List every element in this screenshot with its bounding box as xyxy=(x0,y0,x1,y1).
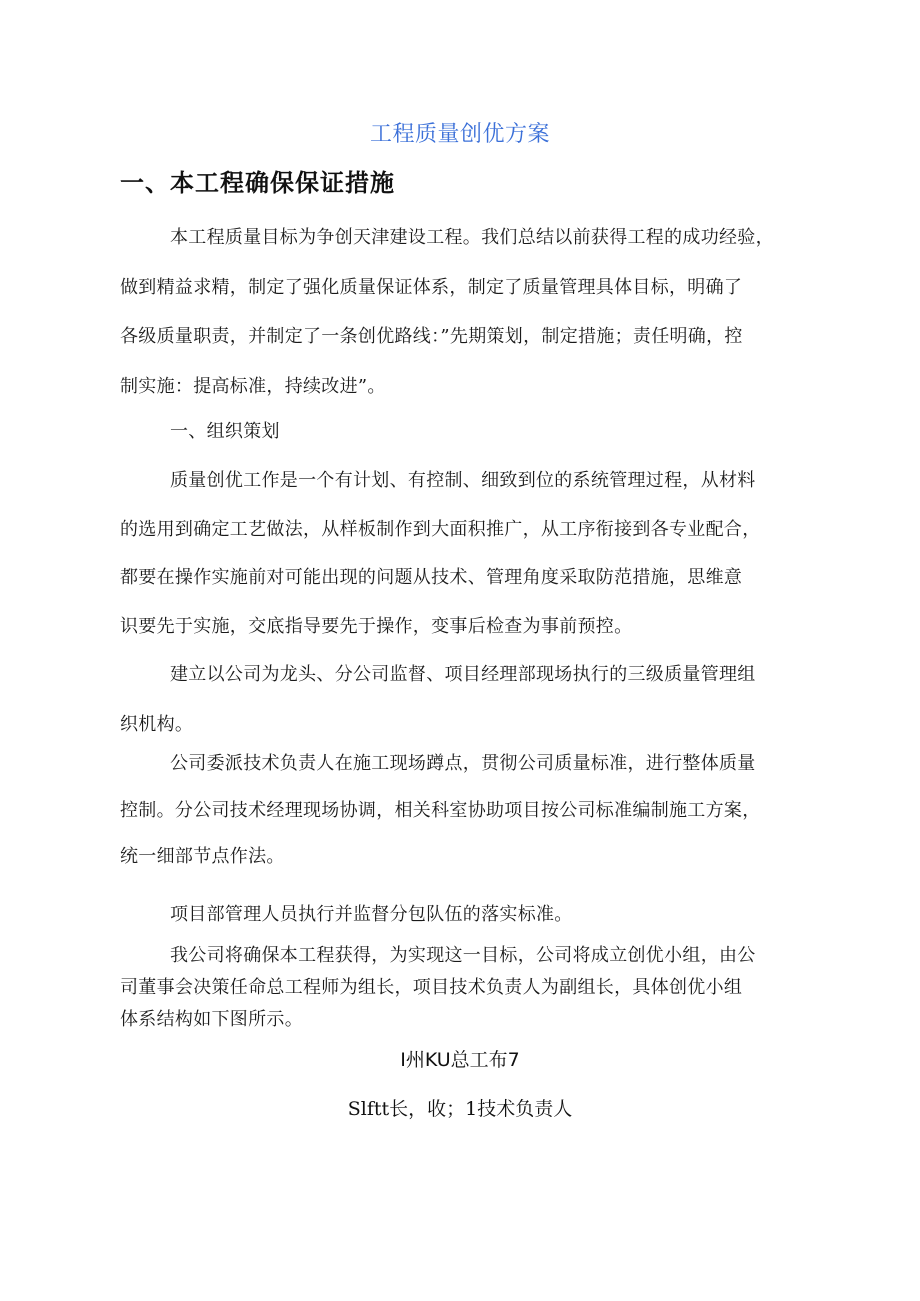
paragraph-quality-target xyxy=(120,213,820,411)
document-title: 工程质量创优方案 xyxy=(369,122,550,147)
paragraph-line: 体系结构如下图所示。 xyxy=(120,1009,303,1030)
paragraph-quality-work xyxy=(120,457,820,651)
paragraph-line: 制实施：提高标准，持续改进”。 xyxy=(120,375,386,397)
org-chart-label-chief-engineer: I州KU总工布7 xyxy=(400,1049,520,1071)
paragraph-quality-team xyxy=(120,940,820,1036)
paragraph-line: 司董事会决策任命总工程师为组长，项目技术负责人为副组长，具体创优小组 xyxy=(120,977,743,998)
paragraph-line: 一、组织策划 xyxy=(170,421,280,442)
paragraph-technical-lead xyxy=(120,741,820,881)
paragraph-line: 公司委派技术负责人在施工现场蹲点，贯彻公司质量标准，进行整体质量 xyxy=(170,753,756,774)
paragraph-line: 控制。分公司技术经理现场协调，相关科室协助项目按公司标准编制施工方案， xyxy=(120,799,761,821)
org-chart-label-technical-lead: Slftt长，收；1技术负责人 xyxy=(347,1098,573,1120)
paragraph-three-level-organization xyxy=(120,650,820,750)
paragraph-line: 本工程质量目标为争创天津建设工程。我们总结以前获得工程的成功经验， xyxy=(170,227,774,248)
paragraph-line: 做到精益求精，制定了强化质量保证体系，制定了质量管理具体目标，明确了 xyxy=(120,276,743,298)
paragraph-line: 质量创优工作是一个有计划、有控制、细致到位的系统管理过程，从材料 xyxy=(170,470,756,491)
paragraph-line: 织机构。 xyxy=(120,714,194,735)
paragraph-project-department xyxy=(120,895,820,935)
paragraph-line: 的选用到确定工艺做法，从样板制作到大面积推广，从工序衔接到各专业配合， xyxy=(120,518,761,540)
paragraph-line: 都要在操作实施前对可能出现的问题从技术、管理角度采取防范措施，思维意 xyxy=(120,567,743,588)
paragraph-line: 我公司将确保本工程获得，为实现这一目标，公司将成立创优小组，由公 xyxy=(170,945,756,966)
paragraph-line: 识要先于实施，交底指导要先于操作，变事后检查为事前预控。 xyxy=(120,615,633,637)
subheading-organization-planning xyxy=(120,407,820,456)
paragraph-line: 统一细部节点作法。 xyxy=(120,846,285,867)
paragraph-line: 项目部管理人员执行并监督分包队伍的落实标准。 xyxy=(170,904,573,925)
paragraph-line: 各级质量职责，并制定了一条创优路线：”先期策划，制定措施；责任明确，控 xyxy=(120,326,743,347)
paragraph-line: 建立以公司为龙头、分公司监督、项目经理部现场执行的三级质量管理组 xyxy=(170,664,756,685)
section-heading: 一、本工程确保保证措施 xyxy=(120,169,395,197)
